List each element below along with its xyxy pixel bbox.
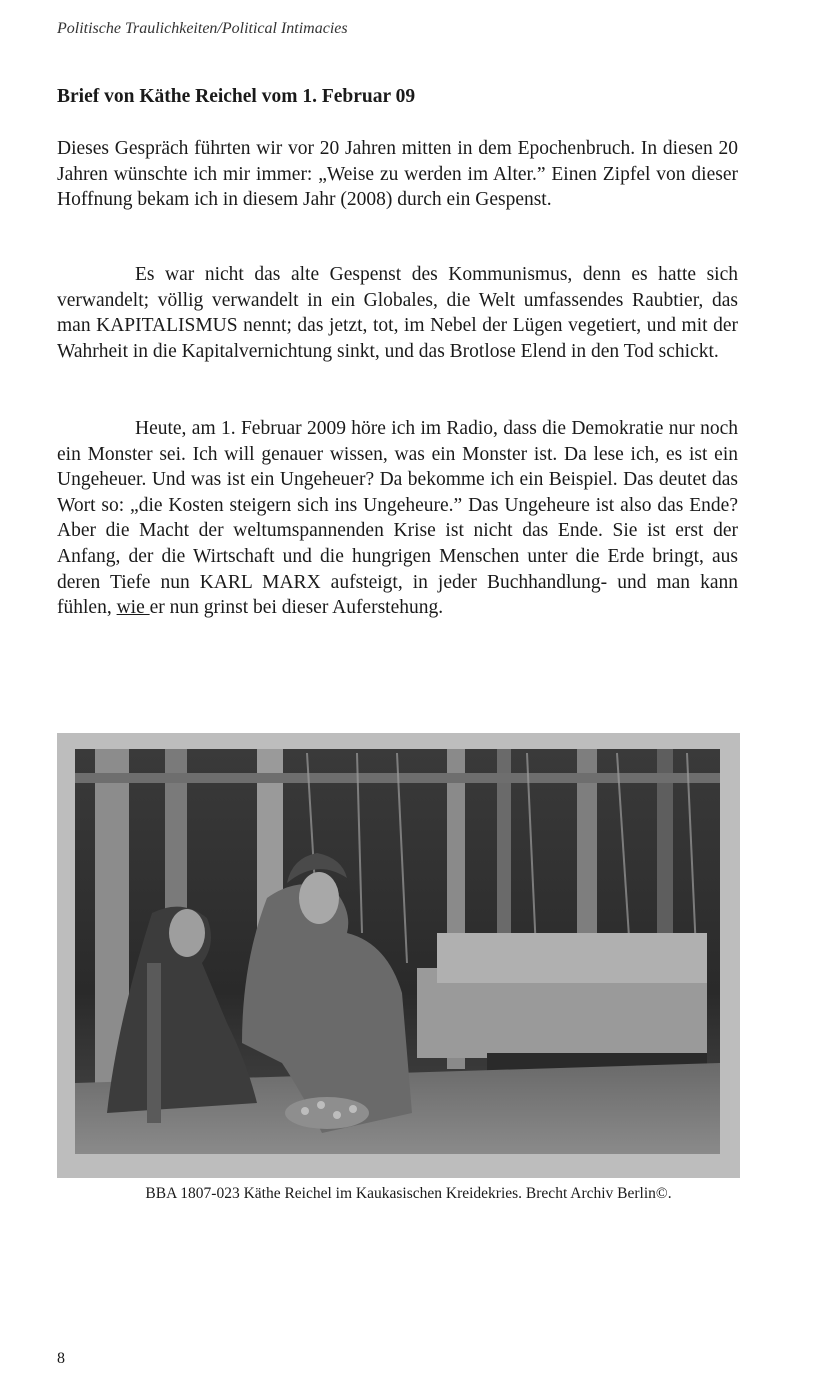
- paragraph-1: Dieses Gespräch führten wir vor 20 Jahren mitten in dem Epochenbruch. In diesen 20 Jahren wünschte ich mir immer: „Weise zu werden im Alter.” Einen Zipfel von dieser Hoffnung bekam ich in diesem Jahr (2008) durch ein Gespenst.: [57, 138, 738, 211]
- page-number: 8: [57, 1350, 65, 1367]
- stage-photograph: [57, 733, 740, 1178]
- paragraph-3: [57, 416, 738, 621]
- running-head: Politische Traulichkeiten/Political Intimacies: [57, 20, 348, 37]
- paragraph-3-text-a: Heute, am 1. Februar 2009 höre ich im Radio, dass die Demokratie nur noch ein Monster sei. Ich will genauer wissen, was ein Monster ist. Da lese ich, es ist ein Ungeheuer. Und was ist ein Ungeheuer? Da bekomme ich ein Beispiel. Das deutet das Wort so: „die Kosten steigern sich ins Ungeheure.” Das Ungeheure ist also das Ende? Aber die Macht der weltumspannenden Krise ist nicht das Ende. Sie ist erst der Anfang, der die Wirtschaft und die hungrigen Menschen unter die Erde bringt, aus deren Tiefe nun KARL MARX aufsteigt, in jeder Buchhandlung- und man kann fühlen,: [57, 418, 738, 619]
- paragraph-2: Es war nicht das alte Gespenst des Kommunismus, denn es hatte sich verwandelt; völlig verwandelt in ein Globales, die Welt umfassendes Raubtier, das man KAPITALISMUS nennt; das jetzt, tot, im Nebel der Lügen vegetiert, und mit der Wahrheit in die Kapitalvernichtung sinkt, und das Brotlose Elend in den Tod schickt.: [57, 264, 738, 362]
- photo-caption: BBA 1807-023 Käthe Reichel im Kaukasischen Kreidekries. Brecht Archiv Berlin©.: [145, 1185, 672, 1202]
- stage-photo-illustration: [57, 733, 740, 1178]
- letter-heading: Brief von Käthe Reichel vom 1. Februar 09: [57, 86, 416, 107]
- underlined-word: wie: [116, 597, 150, 619]
- paragraph-3-text-b: er nun grinst bei dieser Auferstehung.: [149, 597, 444, 619]
